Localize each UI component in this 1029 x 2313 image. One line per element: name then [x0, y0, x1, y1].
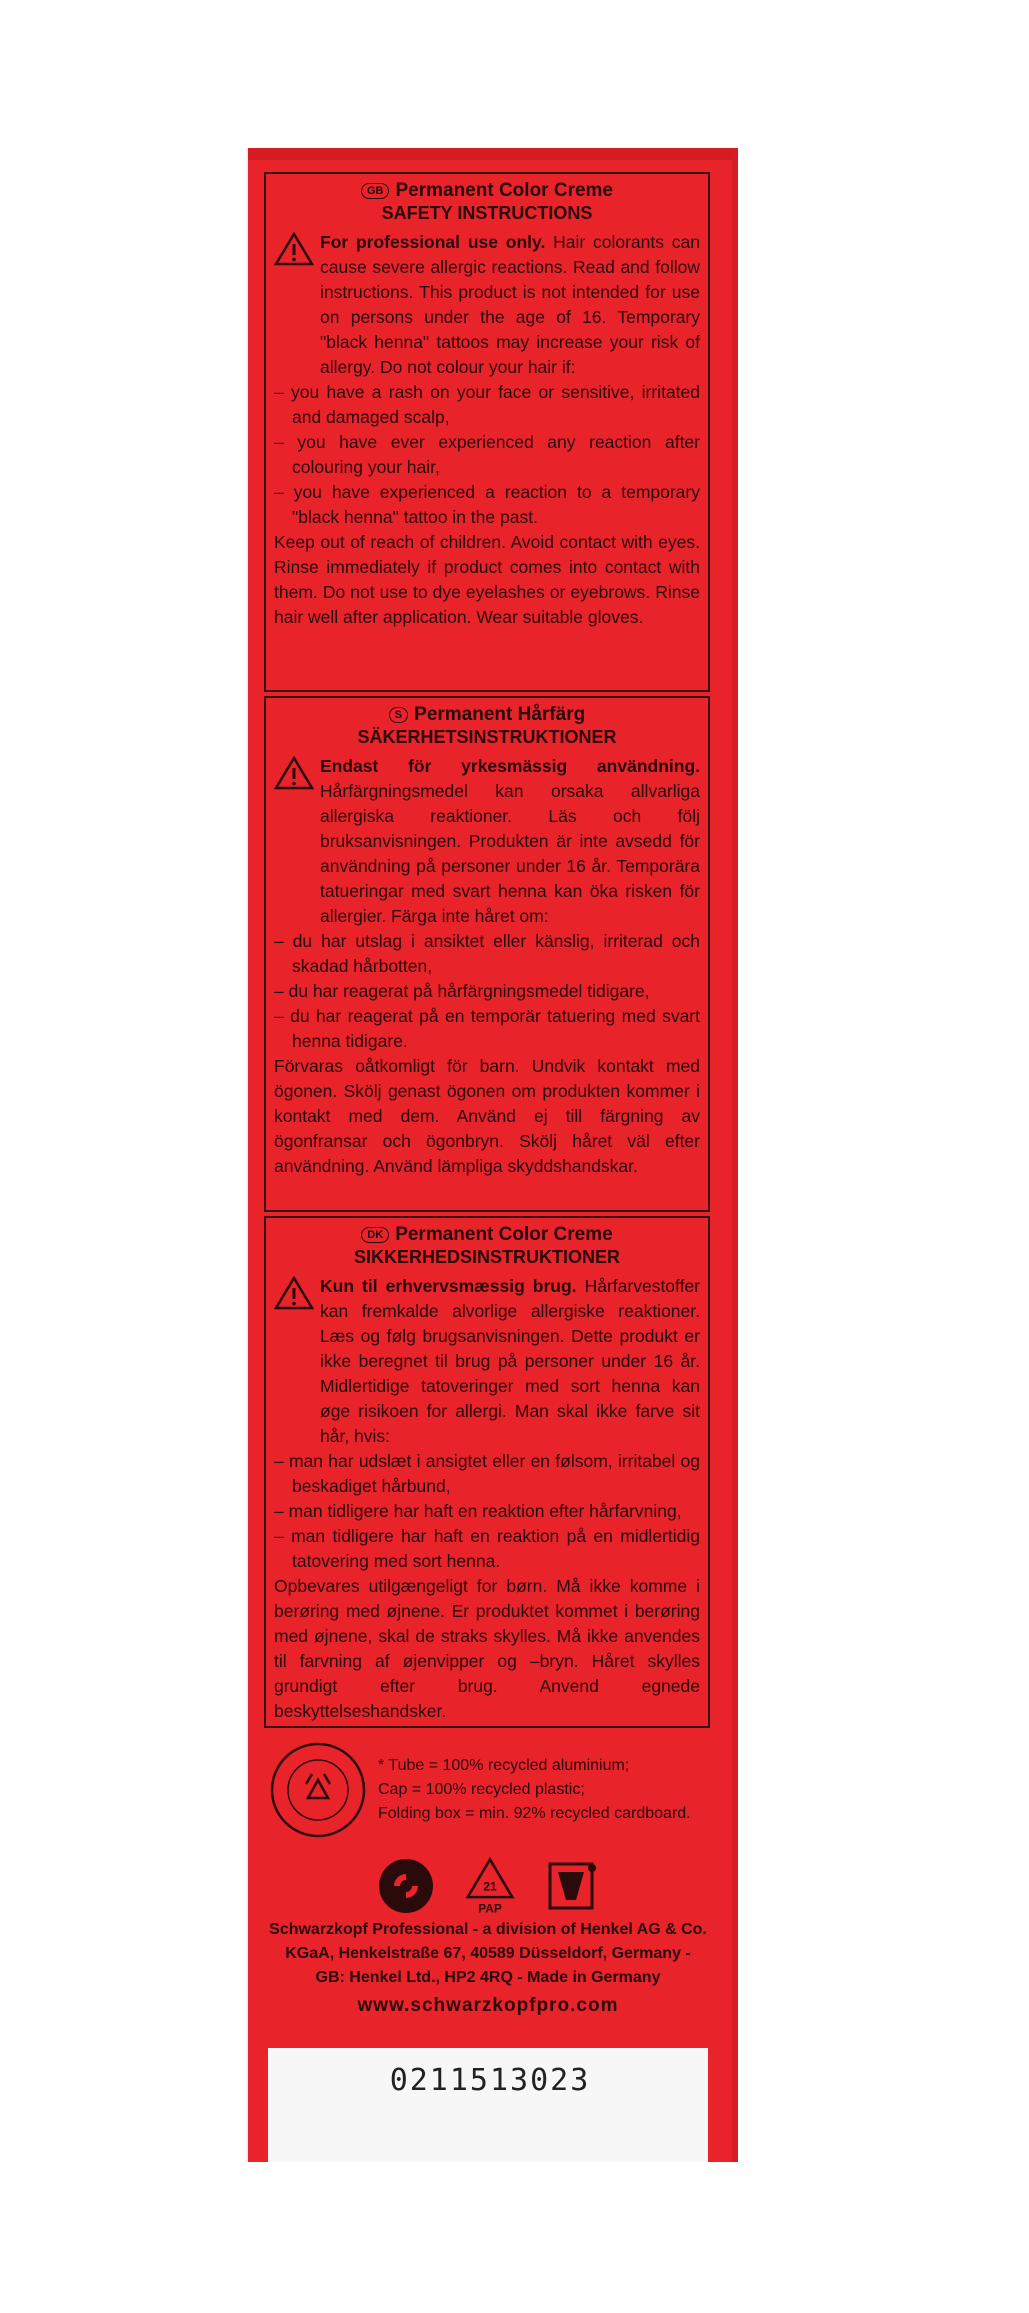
section-swedish [264, 696, 710, 1212]
closing-text: Opbevares utilgængeligt for børn. Må ikke komme i berøring med øjnene. Er produktet kommet i berøring med øjnene, skal de straks skylles. Må ikke anvendes til farvning af øjenvipper og –bryn. Håret skylles grundigt efter brug. Anvend egnede beskyttelseshandsker. [274, 1576, 700, 1721]
section-title: Permanent Color Creme [395, 180, 613, 201]
pap-number: 21 [483, 1879, 497, 1894]
section-title: Permanent Hårfärg [414, 704, 586, 725]
recycling-text [378, 1754, 691, 1826]
lead-text: Hårfärgningsmedel kan orsaka allvarliga allergiska reaktioner. Läs och följ bruksanvisningen. Produkten är inte avsedd för användning på personer under 16 år. Temporära tatueringar med svart henna kan öka risken för allergier. Färga inte håret om: [320, 781, 700, 926]
recycling-symbols [248, 1856, 732, 1916]
recycling-line: * Tube = 100% recycled aluminium; [378, 1757, 630, 1774]
tidyman-icon [544, 1856, 604, 1916]
section-subtitle: SAFETY INSTRUCTIONS [381, 203, 593, 223]
list-item: – you have experienced a reaction to a temporary "black henna" tattoo in the past. [274, 482, 700, 527]
warning-icon [274, 232, 314, 266]
lead-bold: Endast för yrkesmässig användning. [320, 756, 700, 776]
section-body [274, 230, 700, 630]
website-url: www.schwarzkopfpro.com [357, 1995, 619, 2016]
list-item: – man tidligere har haft en reaktion på en midlertidig tatovering med sort henna. [274, 1526, 700, 1571]
recycling-info [268, 1740, 708, 1840]
recycled-material-badge [268, 1740, 368, 1840]
section-body [274, 1274, 700, 1724]
section-body [274, 754, 700, 1179]
list-item: – du har utslag i ansiktet eller känslig, irriterad och skadad hårbotten, [274, 931, 700, 976]
section-danish [264, 1216, 710, 1728]
closing-text: Förvaras oåtkomligt för barn. Undvik kontakt med ögonen. Skölj genast ögonen om produkten kommer i kontakt med dem. Använd ej till färgning av ögonfransar och ögonbryn. Skölj håret väl efter användning. Använd lämpliga skyddshandskar. [274, 1056, 700, 1176]
warning-icon [274, 1276, 314, 1310]
box-top-fold [248, 148, 732, 160]
lead-text: Hair colorants can cause severe allergic reactions. Read and follow instructions. This product is not intended for use on persons under the age of 16. Temporary "black henna" tattoos may increase your risk of allergy. Do not colour your hair if: [320, 232, 700, 377]
lang-tag-se: S [389, 707, 408, 723]
list-item: – du har reagerat på en temporär tatuering med svart henna tidigare. [274, 1006, 700, 1051]
lang-tag-dk: DK [361, 1227, 389, 1243]
list-item: – you have a rash on your face or sensitive, irritated and damaged scalp, [274, 382, 700, 427]
list-item: – man har udslæt i ansigtet eller en følsom, irritabel og beskadiget hårbund, [274, 1451, 700, 1496]
section-subtitle: SÄKERHETSINSTRUKTIONER [357, 727, 617, 747]
recycling-line: Cap = 100% recycled plastic; [378, 1781, 585, 1798]
pap-recycling-icon [460, 1856, 520, 1916]
recycling-line: Folding box = min. 92% recycled cardboard. [378, 1805, 691, 1822]
list-item: – man tidligere har haft en reaktion efter hårfarvning, [274, 1501, 682, 1521]
manufacturer-line: KGaA, Henkelstraße 67, 40589 Düsseldorf, Germany - [285, 1945, 691, 1962]
closing-text: Keep out of reach of children. Avoid contact with eyes. Rinse immediately if product comes into contact with them. Do not use to dye eyelashes or eyebrows. Rinse hair well after application. Wear suitable gloves. [274, 532, 700, 627]
section-title: Permanent Color Creme [395, 1224, 613, 1245]
pap-label: PAP [478, 1901, 502, 1916]
green-dot-icon [376, 1856, 436, 1916]
barcode-number: 0211513023 [389, 2063, 591, 2098]
list-item: – you have ever experienced any reaction after colouring your hair, [274, 432, 700, 477]
lang-tag-gb: GB [361, 183, 390, 199]
section-english [264, 172, 710, 692]
manufacturer-line: Schwarzkopf Professional - a division of Henkel AG & Co. [269, 1921, 707, 1938]
warning-icon [274, 756, 314, 790]
manufacturer-info [268, 1918, 708, 2018]
lead-text: Hårfarvestoffer kan fremkalde alvorlige allergiske reaktioner. Læs og følg brugsanvisningen. Dette produkt er ikke beregnet til brug på personer under 16 år. Midlertidige tatoveringer med sort henna kan øge risikoen for allergi. Man skal ikke farve sit hår, hvis: [320, 1276, 701, 1446]
manufacturer-line: GB: Henkel Ltd., HP2 4RQ - Made in Germany [315, 1969, 661, 1986]
section-subtitle: SIKKERHEDSINSTRUKTIONER [353, 1247, 621, 1267]
lead-bold: For professional use only. [320, 232, 546, 252]
list-item: – du har reagerat på hårfärgningsmedel tidigare, [274, 981, 650, 1001]
product-box-side [248, 148, 732, 2162]
lead-bold: Kun til erhvervsmæssig brug. [320, 1276, 577, 1296]
